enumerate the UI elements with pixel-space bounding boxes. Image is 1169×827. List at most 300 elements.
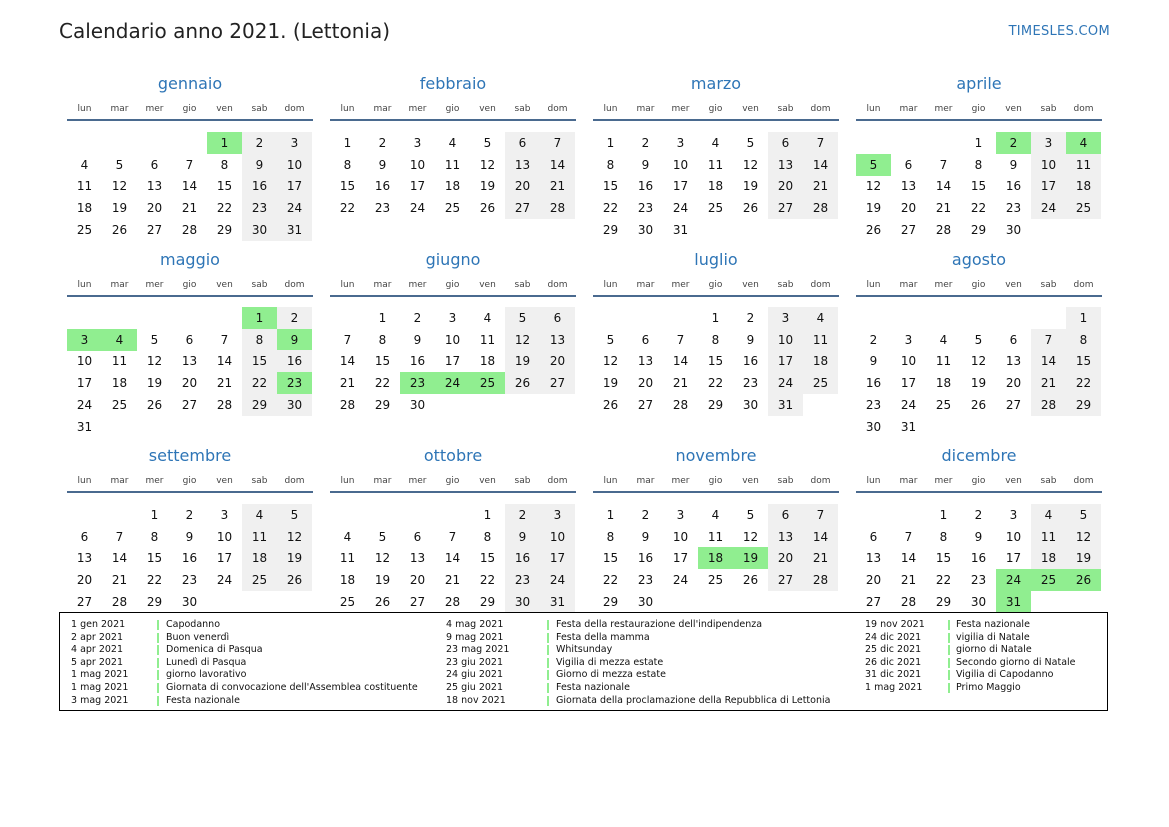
holiday-name: Giorno di mezza estate (556, 669, 666, 681)
day-cell: 4 (80, 157, 89, 172)
day-cell: 16 (181, 551, 198, 566)
day-cell: 16 (970, 551, 987, 566)
day-cell: 25 (707, 201, 724, 216)
day-cell: 10 (409, 157, 426, 172)
weekday-label: ven (479, 280, 496, 290)
day-cell: 6 (768, 504, 803, 526)
day-cell: 7 (904, 529, 913, 544)
day-cell: 4 (448, 136, 457, 150)
day-cell: 2 (185, 508, 194, 522)
weekday-label: mar (373, 280, 392, 290)
day-cell: 21 (803, 175, 838, 197)
holiday-marker (948, 620, 950, 630)
day-cell: 21 (339, 376, 356, 391)
day-cell: 28 (935, 222, 952, 237)
day-cell: 19 (479, 179, 496, 194)
weekday-label: dom (810, 476, 831, 486)
day-cell: 10 (444, 332, 461, 347)
day-cell: 6 (505, 132, 540, 154)
day-cell: 31 (900, 419, 917, 434)
day-cell: 10 (768, 329, 803, 351)
day-cell: 9 (185, 529, 194, 544)
weekday-label: dom (1073, 476, 1094, 486)
weekday-label: ven (216, 104, 233, 114)
weekday-label: dom (810, 280, 831, 290)
holiday-date: 23 giu 2021 (446, 656, 503, 668)
month-divider (67, 295, 313, 297)
day-cell: 10 (540, 526, 575, 548)
month-name: gennaio (157, 74, 223, 93)
day-cell: 11 (76, 179, 93, 194)
weekday-label: gio (708, 104, 723, 114)
legend-row (865, 669, 1169, 682)
day-cell: 1 (483, 508, 492, 522)
day-cell: 17 (216, 551, 233, 566)
day-cell: 1 (606, 136, 615, 150)
day-cell: 28 (111, 594, 128, 609)
day-cell: 16 (409, 354, 426, 369)
day-cell: 5 (505, 307, 540, 329)
legend-row (446, 669, 826, 682)
day-cell: 2 (413, 311, 422, 325)
day-cell: 25 (339, 594, 356, 609)
day-cell: 8 (343, 157, 352, 172)
weekday-label: dom (1073, 104, 1094, 114)
day-cell: 22 (339, 201, 356, 216)
weekday-label: dom (547, 280, 568, 290)
month-name: marzo (690, 74, 742, 93)
day-cell: 5 (378, 529, 387, 544)
holiday-name: Vigilia di mezza estate (556, 656, 664, 668)
day-cell: 11 (444, 157, 461, 172)
day-cell: 25 (111, 397, 128, 412)
month-divider (67, 491, 313, 493)
holiday-date: 1 mag 2021 (71, 669, 129, 681)
day-cell: 29 (242, 394, 277, 416)
day-cell: 29 (707, 397, 724, 412)
day-cell: 29 (602, 222, 619, 237)
day-cell: 5 (277, 504, 312, 526)
holiday-date: 1 mag 2021 (865, 681, 923, 693)
day-cell: 8 (606, 157, 615, 172)
day-cell: 28 (900, 594, 917, 609)
weekday-label: sab (251, 104, 268, 114)
day-cell: 3 (448, 311, 457, 325)
day-cell: 4 (711, 136, 720, 150)
day-cell: 23 (242, 197, 277, 219)
day-cell: 30 (742, 397, 759, 412)
holiday-name: Festa della restaurazione dell'indipendenza (556, 619, 763, 630)
holiday-date: 24 dic 2021 (865, 631, 922, 643)
holiday-date: 19 nov 2021 (865, 619, 925, 630)
day-cell: 27 (768, 569, 803, 591)
site-link[interactable]: TIMESLES.COM (1008, 24, 1110, 39)
day-cell: 10 (76, 354, 93, 369)
day-cell: 17 (1005, 551, 1022, 566)
day-cell: 6 (540, 307, 575, 329)
weekday-label: sab (777, 476, 794, 486)
day-cell: 27 (865, 594, 882, 609)
day-cell: 17 (409, 179, 426, 194)
holiday-date: 1 gen 2021 (71, 619, 126, 630)
day-cell: 30 (242, 219, 277, 241)
day-cell: 7 (676, 332, 685, 347)
month-name: giugno (425, 250, 481, 269)
day-cell: 18 (707, 179, 724, 194)
day-cell: 23 (637, 201, 654, 216)
day-cell: 23 (970, 573, 987, 588)
day-cell: 12 (111, 179, 128, 194)
day-cell: 30 (181, 594, 198, 609)
day-cell: 25 (707, 573, 724, 588)
holiday-date: 4 apr 2021 (71, 644, 124, 656)
holiday-marker (948, 658, 950, 668)
day-cell: 29 (216, 222, 233, 237)
day-cell: 16 (637, 179, 654, 194)
day-cell: 28 (339, 397, 356, 412)
day-cell: 13 (1005, 354, 1022, 369)
weekday-label: dom (284, 104, 305, 114)
weekday-label: lun (77, 476, 92, 486)
day-cell: 20 (181, 376, 198, 391)
day-cell: 23 (374, 201, 391, 216)
weekday-label: mer (145, 476, 164, 486)
day-cell: 3 (904, 332, 913, 347)
holiday-marker (948, 645, 950, 655)
day-cell: 17 (444, 354, 461, 369)
weekday-label: lun (603, 104, 618, 114)
day-cell: 22 (602, 201, 619, 216)
day-cell: 9 (869, 354, 878, 369)
month-name: novembre (675, 446, 757, 465)
weekday-label: lun (603, 476, 618, 486)
weekday-label: ven (1005, 280, 1022, 290)
day-cell: 30 (1005, 222, 1022, 237)
day-cell: 25 (803, 372, 838, 394)
holiday-marker (157, 670, 159, 680)
day-cell: 9 (641, 157, 650, 172)
day-cell: 26 (374, 594, 391, 609)
day-cell: 21 (935, 201, 952, 216)
holiday-day-cell: 26 (1066, 569, 1101, 591)
weekday-label: mer (408, 280, 427, 290)
day-cell: 4 (242, 504, 277, 526)
day-cell: 6 (185, 332, 194, 347)
day-cell: 12 (505, 329, 540, 351)
day-cell: 27 (768, 197, 803, 219)
month-divider (856, 295, 1102, 297)
holiday-marker (948, 633, 950, 643)
weekday-label: mar (636, 476, 655, 486)
day-cell: 27 (637, 397, 654, 412)
day-cell: 11 (242, 526, 277, 548)
legend-row (446, 694, 831, 708)
day-cell: 30 (637, 222, 654, 237)
day-cell: 1 (378, 311, 387, 325)
day-cell: 24 (277, 197, 312, 219)
weekday-label: gio (445, 476, 460, 486)
weekday-label: sab (514, 476, 531, 486)
day-cell: 3 (1031, 132, 1066, 154)
day-cell: 18 (479, 354, 496, 369)
holiday-name: Lunedì di Pasqua (166, 656, 247, 668)
holiday-marker (547, 658, 549, 668)
day-cell: 21 (181, 201, 198, 216)
day-cell: 3 (413, 136, 422, 150)
weekday-label: mar (110, 476, 129, 486)
day-cell: 22 (216, 201, 233, 216)
day-cell: 22 (479, 573, 496, 588)
month-divider (593, 119, 839, 121)
day-cell: 8 (606, 529, 615, 544)
day-cell: 9 (974, 529, 983, 544)
day-cell: 21 (444, 573, 461, 588)
day-cell: 7 (185, 157, 194, 172)
day-cell: 14 (444, 551, 461, 566)
month-name: agosto (951, 250, 1007, 269)
day-cell: 11 (339, 551, 356, 566)
day-cell: 17 (277, 175, 312, 197)
day-cell: 15 (707, 354, 724, 369)
day-cell: 11 (479, 332, 496, 347)
day-cell: 12 (146, 354, 163, 369)
month-name: settembre (148, 446, 232, 465)
day-cell: 29 (146, 594, 163, 609)
day-cell: 3 (277, 132, 312, 154)
day-cell: 2 (277, 307, 312, 329)
day-cell: 17 (768, 350, 803, 372)
weekday-label: dom (284, 476, 305, 486)
holiday-name: Festa nazionale (956, 619, 1030, 630)
day-cell: 9 (1009, 157, 1018, 172)
day-cell: 9 (378, 157, 387, 172)
day-cell: 17 (672, 179, 689, 194)
holiday-day-cell: 25 (470, 372, 505, 394)
weekday-label: mer (934, 476, 953, 486)
weekday-label: ven (1005, 476, 1022, 486)
legend-row (865, 682, 1169, 695)
weekday-label: gio (971, 476, 986, 486)
day-cell: 18 (111, 376, 128, 391)
day-cell: 26 (742, 201, 759, 216)
day-cell: 16 (742, 354, 759, 369)
day-cell: 13 (409, 551, 426, 566)
weekday-label: mer (671, 104, 690, 114)
day-cell: 24 (900, 397, 917, 412)
day-cell: 10 (672, 529, 689, 544)
holiday-marker (157, 645, 159, 655)
month-name: maggio (160, 250, 220, 269)
day-cell: 3 (540, 504, 575, 526)
weekday-label: lun (77, 280, 92, 290)
holiday-day-cell: 9 (277, 329, 312, 351)
day-cell: 30 (277, 394, 312, 416)
day-cell: 22 (707, 376, 724, 391)
day-cell: 23 (637, 573, 654, 588)
weekday-label: lun (340, 104, 355, 114)
holiday-name: Giornata della proclamazione della Repubblica di Lettonia (556, 694, 831, 706)
day-cell: 30 (505, 591, 540, 613)
weekday-label: dom (547, 476, 568, 486)
day-cell: 13 (865, 551, 882, 566)
holiday-date: 4 mag 2021 (446, 619, 504, 630)
day-cell: 2 (974, 508, 983, 522)
day-cell: 21 (803, 547, 838, 569)
weekday-label: mar (636, 280, 655, 290)
day-cell: 25 (242, 569, 277, 591)
holiday-name: Vigilia di Capodanno (956, 669, 1054, 681)
weekday-label: mar (373, 476, 392, 486)
month-divider (593, 491, 839, 493)
holiday-name: giorno lavorativo (166, 669, 247, 681)
day-cell: 27 (900, 222, 917, 237)
day-cell: 18 (76, 201, 93, 216)
legend-column (446, 619, 831, 707)
weekday-label: lun (603, 280, 618, 290)
weekday-label: lun (340, 280, 355, 290)
day-cell: 1 (974, 136, 983, 150)
weekday-label: gio (971, 280, 986, 290)
month-name: dicembre (941, 446, 1017, 465)
day-cell: 15 (479, 551, 496, 566)
day-cell: 15 (602, 179, 619, 194)
day-cell: 27 (409, 594, 426, 609)
weekday-label: sab (251, 280, 268, 290)
day-cell: 15 (602, 551, 619, 566)
day-cell: 21 (111, 573, 128, 588)
holiday-day-cell: 23 (277, 372, 312, 394)
holiday-date: 9 mag 2021 (446, 631, 504, 643)
day-cell: 4 (939, 332, 948, 347)
weekday-label: ven (742, 280, 759, 290)
day-cell: 1 (343, 136, 352, 150)
day-cell: 23 (865, 397, 882, 412)
day-cell: 6 (768, 132, 803, 154)
day-cell: 9 (413, 332, 422, 347)
day-cell: 30 (637, 594, 654, 609)
day-cell: 2 (641, 508, 650, 522)
weekday-label: mer (408, 104, 427, 114)
day-cell: 18 (935, 376, 952, 391)
day-cell: 23 (505, 569, 540, 591)
holiday-name: Whitsunday (556, 644, 613, 656)
day-cell: 24 (672, 201, 689, 216)
weekday-label: dom (547, 104, 568, 114)
legend-row (71, 619, 451, 632)
day-cell: 25 (76, 222, 93, 237)
day-cell: 14 (111, 551, 128, 566)
day-cell: 13 (637, 354, 654, 369)
day-cell: 12 (374, 551, 391, 566)
weekday-label: lun (340, 476, 355, 486)
day-cell: 20 (505, 175, 540, 197)
day-cell: 18 (1066, 175, 1101, 197)
day-cell: 7 (803, 132, 838, 154)
holiday-marker (157, 620, 159, 630)
day-cell: 22 (374, 376, 391, 391)
weekday-label: mer (145, 104, 164, 114)
month-divider (330, 491, 576, 493)
day-cell: 14 (339, 354, 356, 369)
weekday-label: gio (708, 476, 723, 486)
page-title: Calendario anno 2021. (Lettonia) (59, 19, 391, 43)
month-divider (330, 119, 576, 121)
day-cell: 6 (869, 529, 878, 544)
day-cell: 29 (1066, 394, 1101, 416)
day-cell: 26 (865, 222, 882, 237)
month-divider (67, 119, 313, 121)
day-cell: 14 (803, 154, 838, 176)
holiday-date: 24 giu 2021 (446, 669, 503, 681)
day-cell: 4 (483, 311, 492, 325)
day-cell: 25 (935, 397, 952, 412)
holiday-day-cell: 1 (207, 132, 242, 154)
weekday-label: mar (899, 476, 918, 486)
day-cell: 29 (602, 594, 619, 609)
day-cell: 7 (343, 332, 352, 347)
day-cell: 3 (676, 136, 685, 150)
day-cell: 19 (742, 179, 759, 194)
holiday-day-cell: 2 (996, 132, 1031, 154)
day-cell: 16 (277, 350, 312, 372)
day-cell: 3 (676, 508, 685, 522)
holiday-name: Festa nazionale (556, 681, 630, 693)
day-cell: 5 (746, 508, 755, 522)
day-cell: 18 (444, 179, 461, 194)
day-cell: 22 (970, 201, 987, 216)
day-cell: 20 (540, 350, 575, 372)
legend-row (865, 644, 1169, 657)
holiday-day-cell: 23 (400, 372, 435, 394)
month-divider (856, 119, 1102, 121)
month-divider (330, 295, 576, 297)
day-cell: 28 (672, 397, 689, 412)
day-cell: 12 (602, 354, 619, 369)
day-cell: 5 (606, 332, 615, 347)
day-cell: 15 (242, 350, 277, 372)
day-cell: 1 (1066, 307, 1101, 329)
day-cell: 6 (904, 157, 913, 172)
weekday-label: dom (284, 280, 305, 290)
day-cell: 19 (865, 201, 882, 216)
day-cell: 7 (540, 132, 575, 154)
month-name: aprile (956, 74, 1002, 93)
day-cell: 20 (409, 573, 426, 588)
day-cell: 19 (505, 350, 540, 372)
day-cell: 20 (768, 547, 803, 569)
day-cell: 6 (413, 529, 422, 544)
day-cell: 20 (637, 376, 654, 391)
day-cell: 8 (220, 157, 229, 172)
holiday-day-cell: 1 (242, 307, 277, 329)
holiday-day-cell: 19 (733, 547, 768, 569)
day-cell: 4 (1031, 504, 1066, 526)
day-cell: 10 (277, 154, 312, 176)
day-cell: 11 (1066, 154, 1101, 176)
day-cell: 17 (76, 376, 93, 391)
day-cell: 15 (216, 179, 233, 194)
day-cell: 2 (641, 136, 650, 150)
day-cell: 21 (216, 376, 233, 391)
holiday-name: Primo Maggio (956, 681, 1021, 693)
day-cell: 24 (76, 397, 93, 412)
day-cell: 14 (672, 354, 689, 369)
holiday-marker (157, 633, 159, 643)
day-cell: 12 (742, 157, 759, 172)
day-cell: 24 (216, 573, 233, 588)
legend-row (446, 682, 826, 695)
holiday-name: Domenica di Pasqua (166, 644, 263, 656)
